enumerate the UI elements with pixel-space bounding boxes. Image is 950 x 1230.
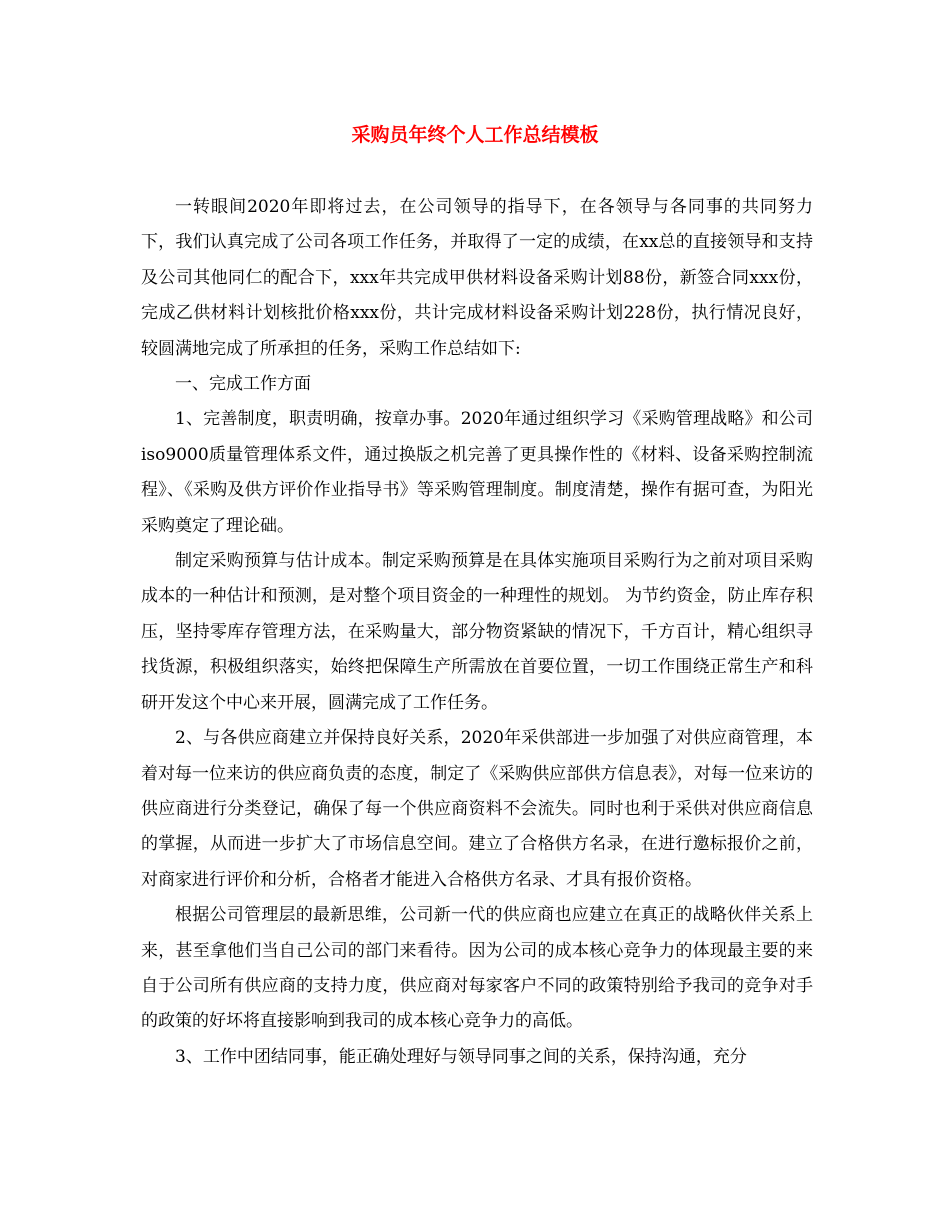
paragraph-budget: 制定采购预算与估计成本。制定采购预算是在具体实施项目采购行为之前对项目采购成本的一种估计和预测，是对整个项目资金的一种理性的规划。 为节约资金，防止库存积压，坚持零库存管理方法，在采购量大，部分物资紧缺的情况下，千方百计，精心组织寻找货源，积极组织落实，始终把保障生产所需放在首要位置，一切工作围绕正常生产和科研开发这个中心来开展，圆满完成了工作任务。 [141, 551, 813, 713]
paragraph-item-3: 3、工作中团结同事，能正确处理好与领导同事之间的关系，保持沟通，充分 [175, 1046, 747, 1067]
paragraph-item-2: 2、与各供应商建立并保持良好关系，2020年采供部进一步加强了对供应商管理，本着对每一位来访的供应商负责的态度，制定了《采购供应部供方信息表》，对每一位来访的供应商进行分类登记，确保了每一个供应商资料不会流失。同时也利于采供对供应商信息的掌握，从而进一步扩大了市场信息空间。建立了合格供方名录，在进行邀标报价之前，对商家进行评价和分析，合格者才能进入合格供方名录、才具有报价资格。 [141, 728, 813, 890]
paragraph-intro: 一转眼间2020年即将过去，在公司领导的指导下，在各领导与各同事的共同努力下，我们认真完成了公司各项工作任务，并取得了一定的成绩，在xx总的直接领导和支持及公司其他同仁的配合下，xxx年共完成甲供材料设备采购计划88份，新签合同xxx份，完成乙供材料计划核批价格xxx份，共计完成材料设备采购计划228份，执行情况良好，较圆满地完成了所承担的任务，采购工作总结如下: [141, 197, 813, 359]
paragraph-item-1: 1、完善制度，职责明确，按章办事。2020年通过组织学习《采购管理战略》和公司iso9000质量管理体系文件，通过换版之机完善了更具操作性的《材料、设备采购控制流程》、《采购及供方评价作业指导书》等采购管理制度。制度清楚，操作有据可查，为阳光采购奠定了理论础。 [141, 409, 813, 536]
document-body [141, 190, 813, 1075]
document-title: 采购员年终个人工作总结模板 [351, 124, 599, 146]
section-heading-work-completed: 一、完成工作方面 [175, 374, 311, 395]
paragraph-supplier-strategy: 根据公司管理层的最新思维，公司新一代的供应商也应建立在真正的战略伙伴关系上来，甚至拿他们当自己公司的部门来看待。因为公司的成本核心竞争力的体现最主要的来自于公司所有供应商的支持力度，供应商对每家客户不同的政策特别给予我司的竞争对手的政策的好坏将直接影响到我司的成本核心竞争力的高低。 [141, 905, 813, 1032]
